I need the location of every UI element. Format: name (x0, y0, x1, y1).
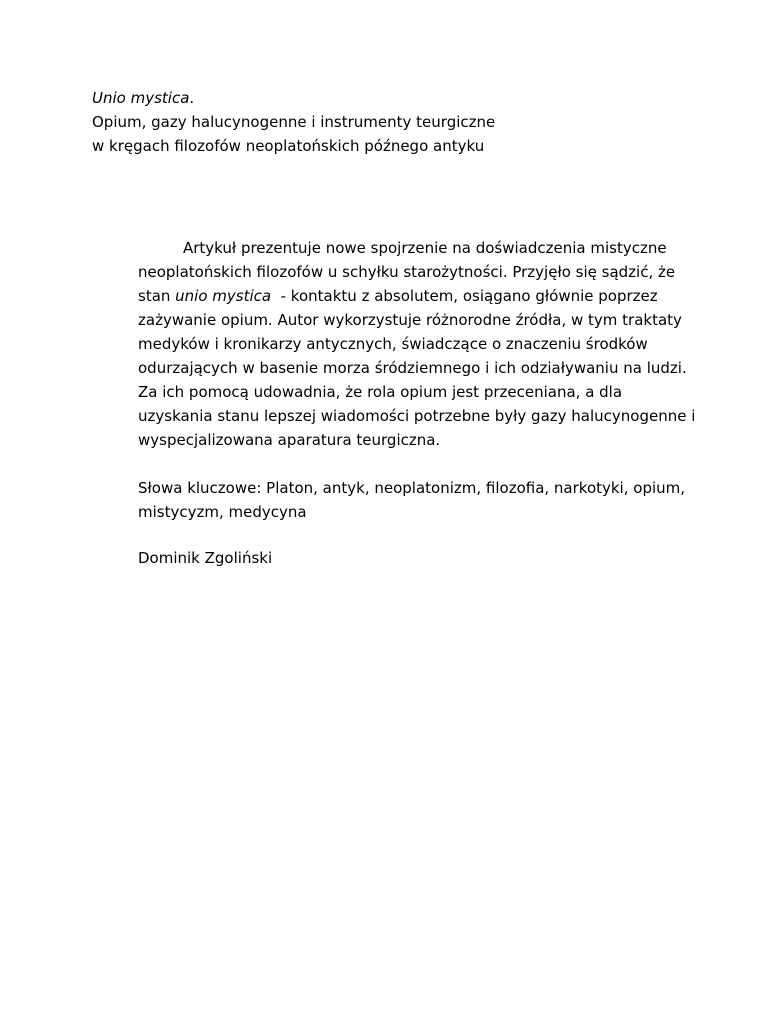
abstract-line-9: wyspecjalizowana aparatura teurgiczna. (138, 431, 441, 449)
author-name: Dominik Zgoliński (138, 549, 273, 567)
abstract-line-1: Artykuł prezentuje nowe spojrzenie na doświadczenia mistyczne (183, 239, 667, 257)
keywords-block (138, 476, 698, 524)
abstract-line-6: odurzających w basenie morza śródziemnego i ich odziaływaniu na ludzi. (138, 359, 687, 377)
abstract-paragraph (138, 236, 696, 452)
abstract-line-3-suffix: - kontaktu z absolutem, osiągano głównie poprzez (271, 287, 658, 305)
title-block (92, 86, 712, 158)
title-italic: Unio mystica (92, 89, 190, 107)
abstract-line-4: zażywanie opium. Autor wykorzystuje różnorodne źródła, w tym traktaty (138, 311, 682, 329)
keywords-line-1: Słowa kluczowe: Platon, antyk, neoplatonizm, filozofia, narkotyki, opium, (138, 479, 686, 497)
abstract-line-5: medyków i kronikarzy antycznych, świadczące o znaczeniu środków (138, 335, 648, 353)
abstract-line-7: Za ich pomocą udowadnia, że rola opium jest przeceniana, a dla (138, 383, 623, 401)
abstract-line-3-prefix: stan (138, 287, 176, 305)
title-line-1 (92, 86, 712, 110)
keywords-line-2: mistycyzm, medycyna (138, 503, 307, 521)
title-line-3: w kręgach filozofów neoplatońskich późnego antyku (92, 137, 485, 155)
abstract-line-3-italic: unio mystica (175, 287, 272, 305)
abstract-line-8: uzyskania stanu lepszej wiadomości potrzebne były gazy halucynogenne i (138, 407, 696, 425)
title-line-2: Opium, gazy halucynogenne i instrumenty teurgiczne (92, 113, 496, 131)
title-italic-suffix: . (189, 89, 195, 107)
abstract-line-3 (138, 284, 683, 308)
abstract-line-2: neoplatońskich filozofów u schyłku starożytności. Przyjęło się sądzić, że (138, 263, 676, 281)
